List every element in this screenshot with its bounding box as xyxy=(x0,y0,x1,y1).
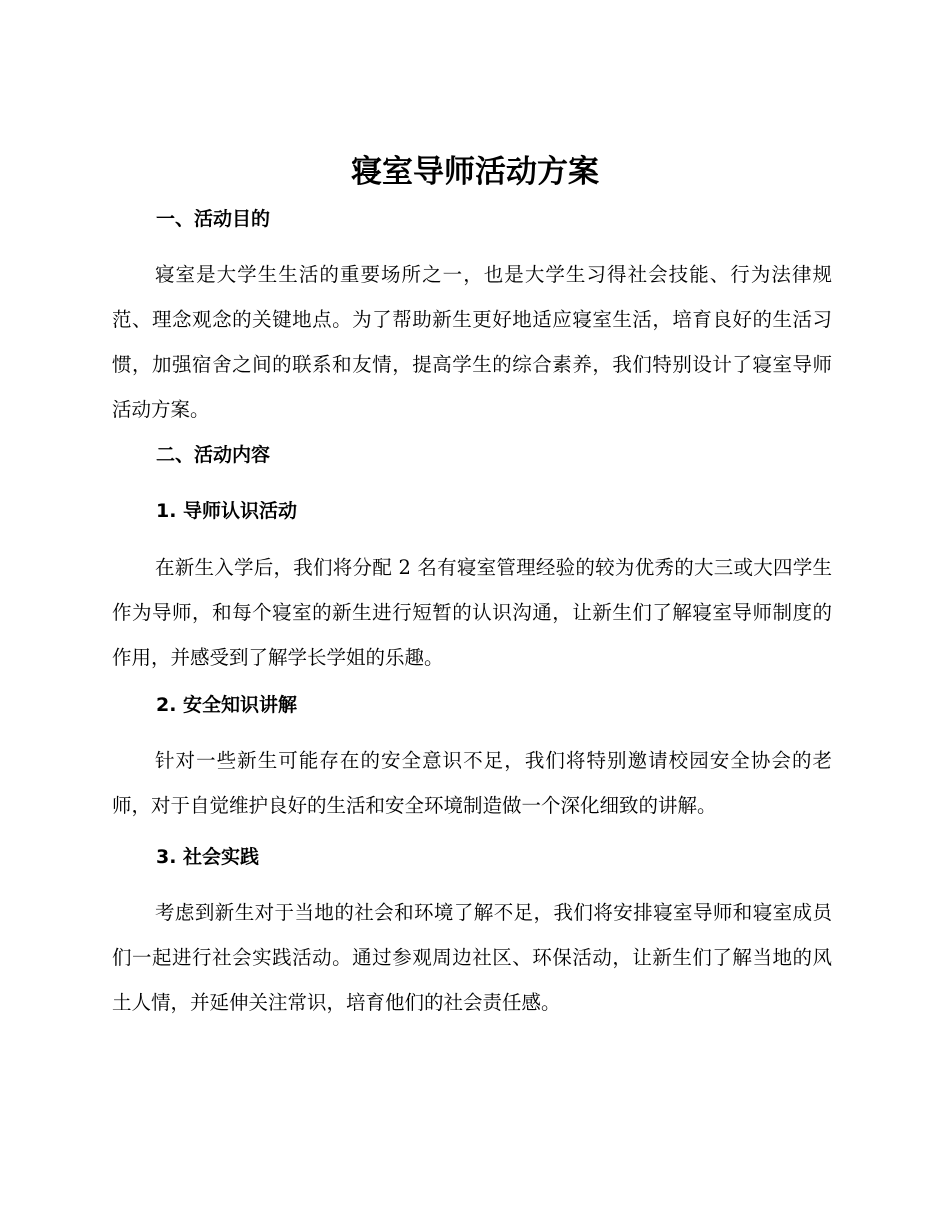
document-title: 寝室导师活动方案 xyxy=(351,154,599,190)
paragraph-mentor-intro: 在新生入学后，我们将分配 2 名有寝室管理经验的较为优秀的大三或大四学生作为导师，和每个寝室的新生进行短暂的认识沟通，让新生们了解寝室导师制度的作用，并感受到了解学长学姐的乐趣。 xyxy=(112,556,832,669)
paragraph-purpose: 寝室是大学生生活的重要场所之一，也是大学生习得社会技能、行为法律规范、理念观念的关键地点。为了帮助新生更好地适应寝室生活，培育良好的生活习惯，加强宿舍之间的联系和友情，提高学生的综合素养，我们特别设计了寝室导师活动方案。 xyxy=(112,263,832,421)
section-heading-purpose: 一、活动目的 xyxy=(156,208,271,230)
paragraph-social-practice: 考虑到新生对于当地的社会和环境了解不足，我们将安排寝室导师和寝室成员们一起进行社会实践活动。通过参观周边社区、环保活动，让新生们了解当地的风土人情，并延伸关注常识，培育他们的社会责任感。 xyxy=(112,901,832,1014)
subsection-heading-safety: 2. 安全知识讲解 xyxy=(156,694,298,716)
subsection-heading-mentor-intro: 1. 导师认识活动 xyxy=(156,500,298,522)
section-heading-content: 二、活动内容 xyxy=(156,444,271,466)
paragraph-safety: 针对一些新生可能存在的安全意识不足，我们将特别邀请校园安全协会的老师，对于自觉维护良好的生活和安全环境制造做一个深化细致的讲解。 xyxy=(112,749,832,817)
subsection-heading-social-practice: 3. 社会实践 xyxy=(156,846,260,868)
